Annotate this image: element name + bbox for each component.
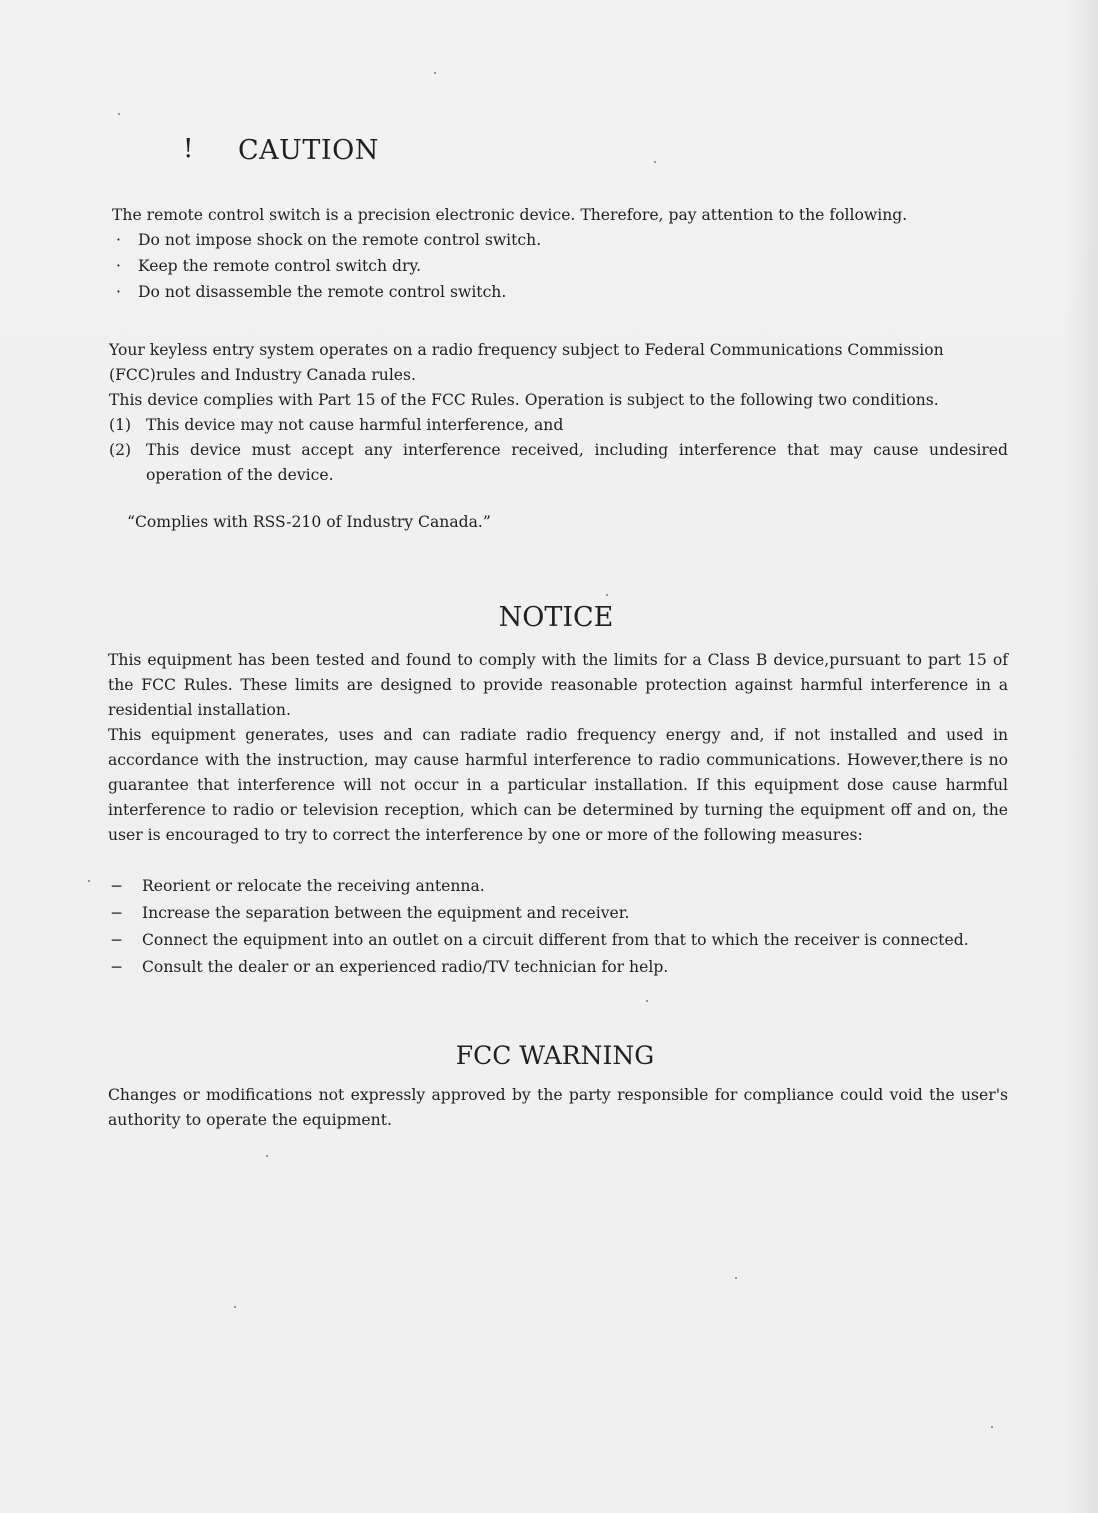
caution-bullet-text: Do not disassemble the remote control switch. <box>138 283 507 301</box>
condition-text: This device may not cause harmful interference, and <box>146 416 564 434</box>
caution-mark: ! <box>183 134 194 164</box>
dash-icon: − <box>110 931 124 949</box>
condition-label: (1) <box>109 416 132 434</box>
measure-text: Increase the separation between the equipment and receiver. <box>142 904 630 922</box>
scan-speck <box>234 1306 236 1308</box>
list-item <box>108 928 1008 955</box>
fcc-warning-title: FCC WARNING <box>455 1041 655 1070</box>
list-item <box>108 901 1008 928</box>
measures-list <box>108 874 1008 982</box>
caution-bullet-text: Do not impose shock on the remote control switch. <box>138 231 542 249</box>
bullet-icon: · <box>116 257 121 275</box>
dash-icon: − <box>110 958 124 976</box>
scan-speck <box>88 880 90 882</box>
caution-title: CAUTION <box>238 135 379 166</box>
list-item <box>112 280 612 306</box>
caution-intro: The remote control switch is a precision electronic device. Therefore, pay attention to the following. <box>112 206 908 224</box>
fcc-statement-line: This device complies with Part 15 of the FCC Rules. Operation is subject to the following two conditions. <box>109 391 939 409</box>
list-item <box>112 254 612 280</box>
notice-paragraph: This equipment generates, uses and can radiate radio frequency energy and, if not installed and used in accordance with the instruction, may cause harmful interference to radio communications. However,there is no guarantee that interference will not occur in a particular installation. If this equipment dose cause harmful interference to radio or television reception, which can be determined by turning the equipment off and on, the user is encouraged to try to correct the interference by one or more of the following measures: <box>108 726 1008 844</box>
page-edge-shadow <box>1064 0 1098 1513</box>
list-item <box>108 874 1008 901</box>
measure-text: Consult the dealer or an experienced radio/TV technician for help. <box>142 958 669 976</box>
notice-title: NOTICE <box>498 602 614 633</box>
fcc-statement-line: Your keyless entry system operates on a radio frequency subject to Federal Communications Commission <box>109 341 944 359</box>
measure-text: Connect the equipment into an outlet on a circuit different from that to which the receiver is connected. <box>142 931 969 949</box>
condition-text: This device must accept any interference received, including interference that may cause undesired operation of the device. <box>146 441 1008 484</box>
scan-speck <box>434 72 436 74</box>
list-item <box>112 228 612 254</box>
scan-speck <box>266 1155 268 1157</box>
scan-speck <box>118 113 120 115</box>
caution-bullet-text: Keep the remote control switch dry. <box>138 257 422 275</box>
scan-speck <box>991 1426 993 1428</box>
scan-speck <box>654 161 656 163</box>
rss-compliance: “Complies with RSS-210 of Industry Canada.” <box>127 513 491 531</box>
fcc-statement <box>109 338 1019 488</box>
condition-label: (2) <box>109 441 132 459</box>
bullet-icon: · <box>116 231 121 249</box>
scan-speck <box>606 594 608 596</box>
bullet-icon: · <box>116 283 121 301</box>
list-item <box>108 955 1008 982</box>
condition-item <box>109 438 1019 488</box>
fcc-warning-text: Changes or modifications not expressly approved by the party responsible for compliance could void the user's authority to operate the equipment. <box>108 1086 1008 1129</box>
dash-icon: − <box>110 877 124 895</box>
notice-paragraph: This equipment has been tested and found to comply with the limits for a Class B device,pursuant to part 15 of the FCC Rules. These limits are designed to provide reasonable protection against harmful interference in a residential installation. <box>108 651 1008 719</box>
caution-bullet-list <box>112 228 612 306</box>
measure-text: Reorient or relocate the receiving antenna. <box>142 877 485 895</box>
dash-icon: − <box>110 904 124 922</box>
scan-speck <box>646 1000 648 1002</box>
scan-speck <box>735 1277 737 1279</box>
condition-item <box>109 413 1019 438</box>
fcc-statement-line: (FCC)rules and Industry Canada rules. <box>109 366 416 384</box>
